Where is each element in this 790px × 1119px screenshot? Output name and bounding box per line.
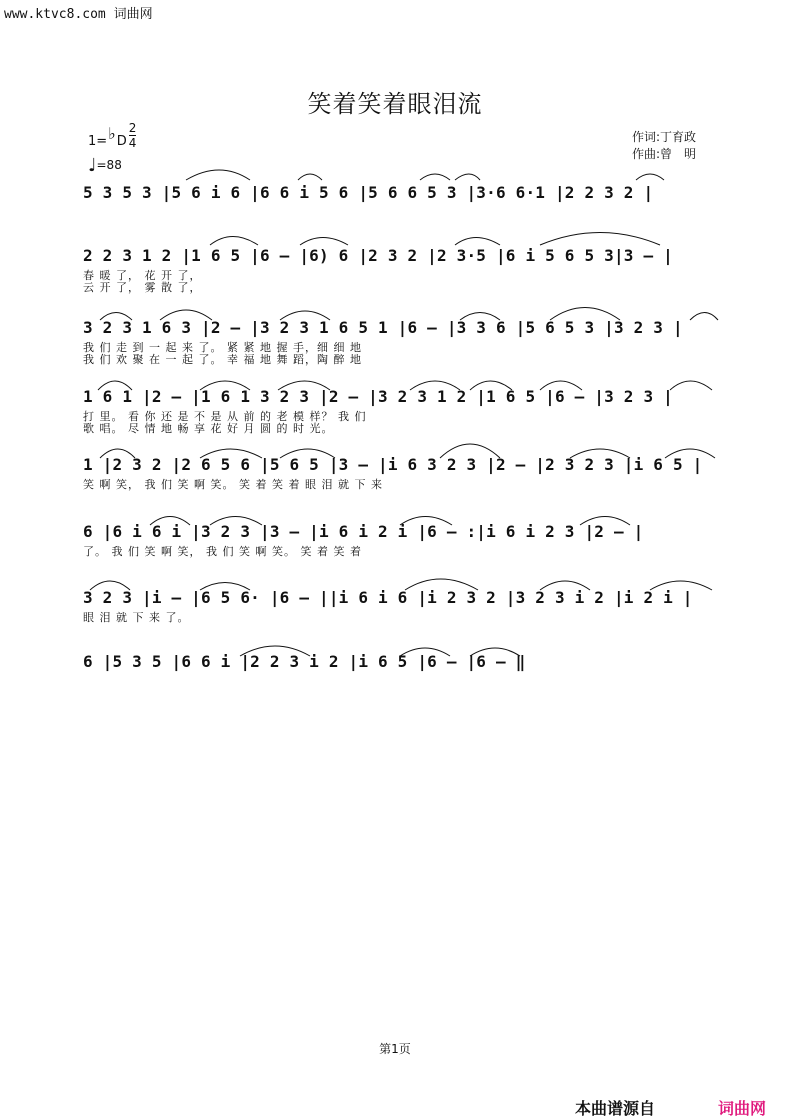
site-watermark: www.ktvc8.com 词曲网 xyxy=(4,7,153,22)
quarter-note-icon: ♩ xyxy=(88,155,97,176)
score-line-7: 3 2 3 |i – |6 5 6· |6 – ||i 6 i 6 |i 2 3 2 |3 2 3 i 2 |i 2 i | xyxy=(83,588,693,607)
key-letter: D xyxy=(116,134,127,149)
lyric-line: 笑 啊 笑， 我 们 笑 啊 笑。 笑 着 笑 着 眼 泪 就 下 来 xyxy=(83,478,383,491)
score-line-2: 2 2 3 1 2 |1 6 5 |6 – |6) 6 |2 3 2 |2 3·5 |6 i 5 6 5 3|3 – | xyxy=(83,246,673,265)
lyricist-credit: 作词:丁育政 xyxy=(632,130,697,144)
score-line-6: 6 |6 i 6 i |3 2 3 |3 – |i 6 i 2 i |6 – :|i 6 i 2 3 |2 – | xyxy=(83,522,644,541)
lyric-line: 云 开 了， 雾 散 了， xyxy=(83,281,202,294)
page-number: 第1页 xyxy=(379,1042,411,1056)
composer-credit: 作曲:曾 明 xyxy=(632,147,697,161)
score-line-5: 1 |2 3 2 |2 6 5 6 |5 6 5 |3 – |i 6 3 2 3 |2 – |2 3 2 3 |i 6 5 | xyxy=(83,455,703,474)
score-line-8: 6 |5 3 5 |6 6 i |2 2 3 i 2 |i 6 5 |6 – |6 – ‖ xyxy=(83,652,526,671)
lyric-line: 我 们 走 到 一 起 来 了。 紧 紧 地 握 手，细 细 地 xyxy=(83,341,362,354)
score-line-4: 1 6 1 |2 – |1 6 1 3 2 3 |2 – |3 2 3 1 2 |1 6 5 |6 – |3 2 3 | xyxy=(83,387,673,406)
footer-source: 本曲谱源自 xyxy=(575,1099,656,1118)
score-line-1: 5 3 5 3 |5 6 i 6 |6 6 i 5 6 |5 6 6 5 3 |3·6 6·1 |2 2 3 2 | xyxy=(83,183,654,202)
time-bottom: 4 xyxy=(128,136,137,150)
time-top: 2 xyxy=(128,121,137,135)
lyric-line: 我 们 欢 聚 在 一 起 了。 幸 福 地 舞 蹈，陶 醉 地 xyxy=(83,353,362,366)
flat-icon: ♭ xyxy=(108,124,116,143)
lyric-line: 眼 泪 就 下 来 了。 xyxy=(83,611,190,624)
lyric-line: 春 暖 了， 花 开 了， xyxy=(83,269,202,282)
footer-brand: 词曲网 xyxy=(718,1099,767,1118)
tempo-value: =88 xyxy=(96,158,122,172)
score-line-3: 3 2 3 1 6 3 |2 – |3 2 3 1 6 5 1 |6 – |3 3 6 |5 6 5 3 |3 2 3 | xyxy=(83,318,683,337)
lyric-line: 打 里。 看 你 还 是 不 是 从 前 的 老 模 样？ 我 们 xyxy=(83,410,367,423)
key-prefix: 1= xyxy=(88,134,108,149)
lyric-line: 了。 我 们 笑 啊 笑， 我 们 笑 啊 笑。 笑 着 笑 着 xyxy=(83,545,362,558)
song-title: 笑着笑着眼泪流 xyxy=(307,90,483,118)
lyric-line: 歌 唱。 尽 情 地 畅 享 花 好 月 圆 的 时 光。 xyxy=(83,422,334,435)
